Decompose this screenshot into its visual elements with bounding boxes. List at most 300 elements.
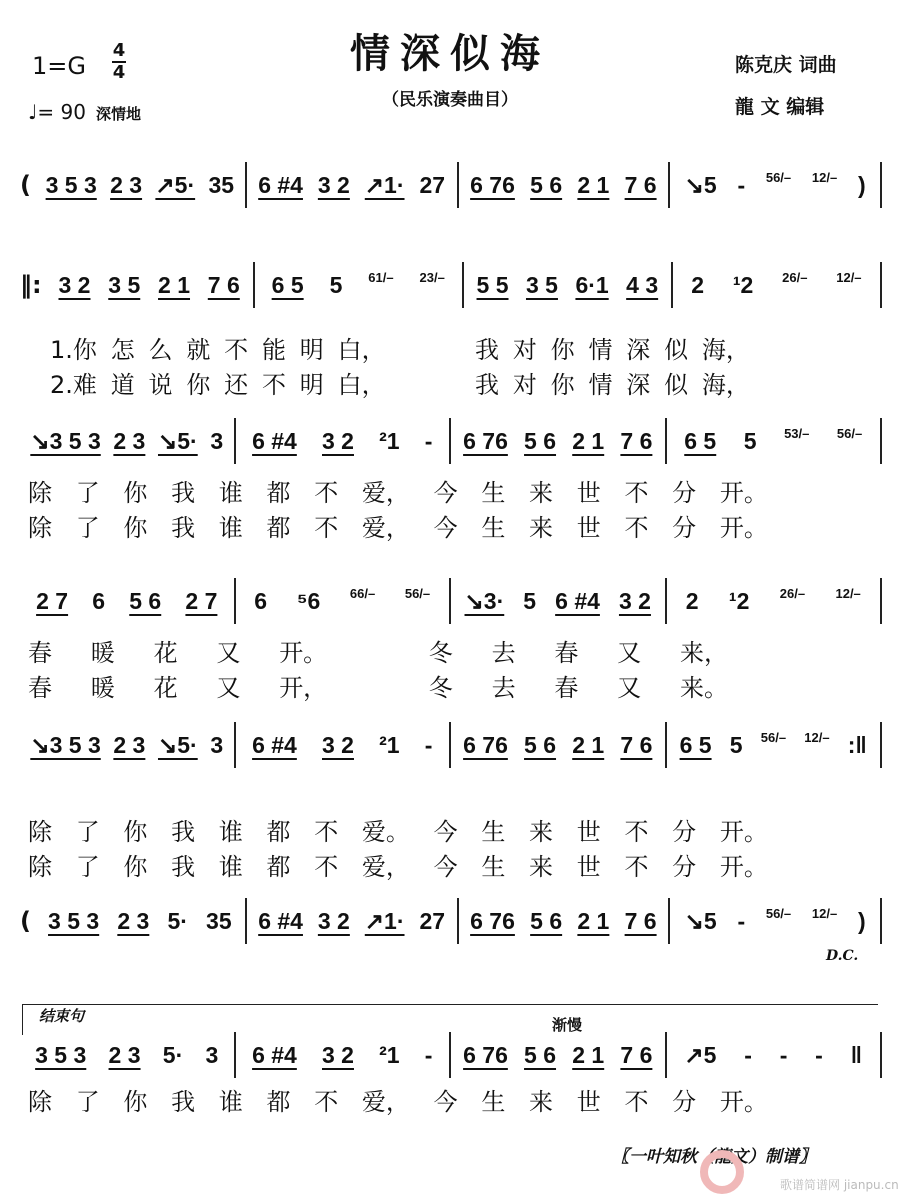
tempo-value: ♩= 90	[28, 100, 86, 124]
lyric-syllable: 生	[481, 1088, 506, 1116]
note: ↗1·	[364, 171, 405, 198]
note: ²1	[379, 1041, 400, 1068]
lyric-syllable: 又	[617, 674, 642, 702]
lyric-syllable: 还	[224, 371, 249, 399]
tempo	[28, 100, 141, 124]
lyric-syllable: 都	[266, 479, 291, 507]
lyric-syllable: 我	[171, 1088, 196, 1116]
note: 2	[685, 587, 699, 614]
lyric-syllable: 除	[28, 514, 52, 542]
lyric-syllable: 暖	[90, 639, 115, 667]
measure	[667, 1032, 883, 1078]
note: 2 1	[158, 271, 191, 298]
lyric-line	[28, 1082, 768, 1117]
note: 3 5	[108, 271, 141, 298]
note: 3 2	[322, 731, 354, 758]
note: 6 #4	[555, 587, 600, 614]
note: 5	[523, 587, 537, 614]
lyric-syllable: 今	[433, 479, 458, 507]
lyric-syllable: 不	[314, 818, 339, 846]
lyric-syllable: 来。	[679, 674, 728, 702]
lyric-line	[28, 633, 728, 668]
lyric-syllable: 你	[123, 818, 148, 846]
lyric-syllable: 去	[491, 639, 516, 667]
ritardando-mark: 渐慢	[552, 1016, 583, 1034]
lyric-syllable: 明	[299, 336, 324, 364]
measure	[236, 1032, 452, 1078]
lyric-syllable: 不	[624, 1088, 649, 1116]
lyric-syllable: 生	[481, 818, 506, 846]
lyric-syllable: 世	[576, 1088, 601, 1116]
composer: 陈克庆 词曲	[735, 54, 837, 76]
grace-fraction: 56/–	[836, 425, 863, 441]
time-signature	[112, 42, 126, 82]
grace-fraction: 66/–	[349, 585, 376, 601]
note: 7 6	[620, 1041, 653, 1068]
lyric-syllable: 花	[153, 639, 178, 667]
lyric-syllable: 分	[672, 1088, 697, 1116]
lyric-syllable: 开。	[719, 1088, 768, 1116]
note: 5 6	[530, 907, 563, 934]
lyric-syllable: 来，	[679, 639, 728, 667]
note: 5·	[162, 1041, 184, 1068]
lyric-syllable	[366, 633, 390, 668]
measure	[236, 578, 452, 624]
note: ¹2	[728, 587, 750, 614]
note: 5	[743, 427, 757, 454]
song-title: 情深似海	[350, 31, 550, 77]
note: 6 76	[463, 1041, 508, 1068]
lyric-syllable: 分	[672, 818, 697, 846]
note: 6 #4	[258, 171, 303, 198]
lyric-syllable: 来	[529, 818, 554, 846]
note: 2 3	[113, 427, 146, 454]
note: 3 5 3	[48, 907, 100, 934]
lyric-syllable: 情	[588, 371, 613, 399]
measure	[667, 418, 883, 464]
note: 5	[729, 731, 743, 758]
lyric-syllable: 爱，	[361, 1088, 410, 1116]
lyric-syllable: 谁	[218, 1088, 243, 1116]
lyric-syllable: 深	[626, 336, 651, 364]
lyric-syllable: 都	[266, 818, 291, 846]
note: ↘5	[684, 907, 717, 934]
note: 7 6	[620, 427, 653, 454]
note: 2 7	[36, 587, 69, 614]
note: 5 5	[476, 271, 509, 298]
lyric-syllable: 分	[672, 514, 697, 542]
measure	[35, 898, 247, 944]
lyric-line	[28, 812, 768, 847]
measure	[20, 722, 236, 768]
note: 27	[419, 907, 446, 934]
subtitle: （民乐演奏曲目）	[382, 90, 518, 110]
grace-fraction: 23/–	[419, 269, 445, 285]
lyric-syllable: 谁	[218, 818, 243, 846]
music-system	[20, 418, 882, 464]
grace-fraction: 26/–	[782, 269, 808, 285]
note: 6·1	[575, 271, 609, 298]
note: )	[857, 171, 866, 198]
lyric-syllable: 不	[624, 479, 649, 507]
lyric-syllable: 分	[672, 479, 697, 507]
measure	[247, 162, 459, 208]
note: ²1	[379, 427, 400, 454]
time-top: 4	[112, 40, 126, 61]
grace-fraction: 56/–	[765, 905, 792, 921]
lyric-syllable: 都	[266, 1088, 291, 1116]
note: ↘3 5 3	[30, 427, 101, 454]
note: 27	[419, 171, 446, 198]
lyric-syllable: 你	[186, 371, 211, 399]
lyric-syllable: 道	[110, 371, 135, 399]
measure	[255, 262, 464, 308]
note: 2 3	[113, 731, 146, 758]
lyric-syllable: 暖	[90, 674, 115, 702]
note: 2	[691, 271, 705, 298]
note: 6 #4	[252, 1041, 297, 1068]
note: 6 5	[679, 731, 712, 758]
grace-fraction: 56/–	[760, 729, 787, 745]
lyric-syllable: 谁	[218, 514, 243, 542]
grace-fraction: 26/–	[779, 585, 806, 601]
note: 5·	[167, 907, 188, 934]
opening-mark: ‖:	[20, 271, 42, 299]
note: 2 3	[117, 907, 150, 934]
lyric-syllable: 今	[433, 853, 458, 881]
ending-label: 结束句	[39, 1007, 85, 1025]
lyric-syllable: 除	[28, 1088, 52, 1116]
note: 3 2	[317, 171, 350, 198]
lyric-syllable: 去	[491, 674, 516, 702]
note: 35	[208, 171, 235, 198]
lyric-syllable: 你	[123, 1088, 148, 1116]
lyric-syllable: 世	[576, 514, 601, 542]
lyric-syllable	[437, 365, 461, 400]
note: ↗5·	[155, 171, 196, 198]
note: ⁵6	[296, 587, 321, 614]
note: 7 6	[620, 731, 653, 758]
measure	[20, 1032, 236, 1078]
lyric-syllable: 世	[576, 479, 601, 507]
note: 5 6	[129, 587, 162, 614]
note: 6 5	[271, 271, 304, 298]
note: 2 1	[577, 907, 610, 934]
note: 3 5 3	[45, 171, 97, 198]
measure	[667, 722, 883, 768]
lyric-syllable: 今	[433, 514, 458, 542]
lyric-syllable: 你	[550, 336, 575, 364]
note: ↗1·	[364, 907, 405, 934]
note: 3 2	[618, 587, 651, 614]
note: 3 5 3	[35, 1041, 87, 1068]
ending-bracket	[22, 1004, 878, 1035]
lyric-syllable: 白，	[337, 336, 386, 364]
lyric-syllable: 白，	[337, 371, 386, 399]
note: 6 76	[463, 427, 508, 454]
lyric-syllable: 不	[314, 1088, 339, 1116]
lyric-syllable: 对	[512, 371, 537, 399]
note: 6	[92, 587, 106, 614]
lyric-syllable: 爱。	[361, 818, 410, 846]
lyric-syllable: 不	[624, 514, 649, 542]
note: 6 5	[684, 427, 717, 454]
note: 5 6	[530, 171, 563, 198]
note: 3	[210, 427, 224, 454]
lyric-syllable: 来	[529, 1088, 554, 1116]
measure	[20, 418, 236, 464]
lyric-syllable: 海，	[701, 371, 750, 399]
lyric-syllable: 爱，	[361, 479, 410, 507]
lyric-syllable: 我	[171, 479, 196, 507]
lyric-syllable: 不	[314, 479, 339, 507]
key-signature: 1=G	[32, 52, 86, 80]
lyric-syllable: 了	[75, 514, 100, 542]
note: ↘5·	[157, 731, 198, 758]
lyric-syllable: 花	[153, 674, 178, 702]
lyric-syllable: 你	[123, 514, 148, 542]
lyric-line	[28, 668, 728, 703]
lyric-syllable: 春	[28, 639, 52, 667]
lyric-syllable: 了	[75, 1088, 100, 1116]
grace-fraction: 12/–	[835, 585, 861, 601]
lyric-syllable: 世	[576, 853, 601, 881]
measure	[451, 1032, 667, 1078]
lyric-syllable: 爱，	[361, 514, 410, 542]
lyric-syllable: 了	[75, 818, 100, 846]
note: 7 6	[624, 907, 657, 934]
lyric-syllable	[399, 330, 423, 365]
note: 6 #4	[252, 427, 297, 454]
lyric-syllable: 能	[261, 336, 286, 364]
lyric-syllable: 开。	[719, 853, 768, 881]
lyric-syllable: 就	[186, 336, 211, 364]
note: ↘3·	[464, 587, 505, 614]
lyric-syllable: 明	[299, 371, 324, 399]
grace-fraction: 61/–	[368, 269, 394, 285]
lyric-syllable: 春	[28, 674, 52, 702]
note: 7 6	[207, 271, 240, 298]
lyric-syllable: 来	[529, 479, 554, 507]
note: 5	[329, 271, 343, 298]
lyric-syllable: 冬	[428, 674, 453, 702]
lyric-syllable: 都	[266, 853, 291, 881]
lyric-syllable: 怎	[110, 336, 135, 364]
lyric-syllable: 春	[554, 674, 579, 702]
music-system	[20, 898, 882, 944]
lyric-line	[50, 365, 750, 400]
note: 3 2	[58, 271, 91, 298]
note: 5 6	[524, 731, 557, 758]
note: ↘3 5 3	[30, 731, 101, 758]
lyric-line	[28, 473, 768, 508]
lyric-syllable: 你	[550, 371, 575, 399]
lyric-syllable: 不	[224, 336, 249, 364]
lyric-syllable: 开。	[719, 514, 768, 542]
watermark: 歌谱简谱网 jianpu.cn	[780, 1178, 899, 1192]
note: 2 1	[572, 1041, 605, 1068]
lyric-syllable	[366, 668, 390, 703]
measure	[236, 418, 452, 464]
note: -	[424, 427, 433, 454]
time-bottom: 4	[112, 62, 126, 83]
dc-mark: D.C.	[826, 948, 859, 964]
note: :‖	[847, 731, 867, 758]
note: 2 1	[577, 171, 610, 198]
lyric-syllable: 又	[216, 639, 241, 667]
measure	[673, 262, 882, 308]
note: ‖	[850, 1041, 863, 1068]
note: ↗5	[684, 1041, 717, 1068]
grace-fraction: 12/–	[811, 169, 838, 185]
note: 6 #4	[258, 907, 303, 934]
measure	[35, 162, 247, 208]
music-system	[20, 162, 882, 208]
measure	[670, 162, 882, 208]
lyric-syllable: 我	[475, 371, 500, 399]
lyric-syllable: 爱，	[361, 853, 410, 881]
music-system	[20, 578, 882, 624]
grace-fraction: 12/–	[804, 729, 830, 745]
lyric-syllable: 不	[261, 371, 286, 399]
lyric-syllable: 似	[664, 336, 689, 364]
note: 3 2	[317, 907, 350, 934]
lyric-syllable: 又	[216, 674, 241, 702]
lyric-syllable: 我	[171, 853, 196, 881]
lyric-syllable: 冬	[428, 639, 453, 667]
note: ²1	[379, 731, 400, 758]
grace-fraction: 56/–	[765, 169, 792, 185]
lyric-syllable: 除	[28, 853, 52, 881]
lyric-syllable: 来	[529, 514, 554, 542]
lyric-syllable: 春	[554, 639, 579, 667]
note: -	[737, 171, 746, 198]
measure	[464, 262, 673, 308]
lyric-syllable: 了	[75, 479, 100, 507]
note: -	[424, 1041, 433, 1068]
lyric-syllable: 今	[433, 818, 458, 846]
note: ¹2	[732, 271, 754, 298]
note: 2 1	[572, 427, 605, 454]
lyric-syllable: 对	[512, 336, 537, 364]
grace-fraction: 53/–	[784, 425, 810, 441]
lyric-syllable: 你	[123, 479, 148, 507]
lyric-syllable: 2.难	[50, 371, 97, 399]
lyric-syllable: 情	[588, 336, 613, 364]
note: 6 76	[470, 907, 515, 934]
lyric-syllable: 不	[314, 853, 339, 881]
lyric-syllable: 我	[171, 818, 196, 846]
lyric-syllable: 了	[75, 853, 100, 881]
grace-fraction: 56/–	[404, 585, 431, 601]
note: 3 2	[322, 427, 354, 454]
lyric-syllable: 不	[624, 818, 649, 846]
note: 6 76	[463, 731, 508, 758]
lyric-syllable: 你	[123, 853, 148, 881]
lyric-syllable: 开。	[279, 639, 328, 667]
measure	[451, 418, 667, 464]
note: 5 6	[524, 427, 557, 454]
measure	[20, 578, 236, 624]
expression: 深情地	[96, 105, 142, 123]
lyric-line	[28, 508, 768, 543]
lyric-syllable: 么	[148, 336, 173, 364]
lyric-syllable: 生	[481, 853, 506, 881]
lyric-syllable: 海，	[701, 336, 750, 364]
lyric-syllable: 不	[624, 853, 649, 881]
lyric-syllable: 谁	[218, 479, 243, 507]
lyric-syllable: 我	[475, 336, 500, 364]
note: 2 3	[108, 1041, 141, 1068]
grace-fraction: 12/–	[811, 905, 838, 921]
note: ↘5	[684, 171, 717, 198]
credit: 〖一叶知秋（龍文）制谱〗	[612, 1147, 816, 1167]
note: 6	[254, 587, 268, 614]
opening-mark: (	[20, 907, 31, 935]
note: 3	[205, 1041, 219, 1068]
measure	[667, 578, 883, 624]
lyric-syllable: 又	[617, 639, 642, 667]
music-system	[20, 1032, 882, 1078]
measure	[451, 578, 667, 624]
note: 3 2	[322, 1041, 354, 1068]
measure	[670, 898, 882, 944]
editor: 龍 文 编辑	[735, 96, 825, 118]
lyric-syllable: 似	[664, 371, 689, 399]
measure	[459, 162, 671, 208]
note: -	[424, 731, 433, 758]
note: 4 3	[626, 271, 659, 298]
lyric-syllable: 今	[433, 1088, 458, 1116]
music-system	[20, 722, 882, 768]
lyric-syllable: 1.你	[50, 336, 97, 364]
note: 2 3	[110, 171, 143, 198]
lyric-line	[50, 330, 750, 365]
lyric-syllable: 除	[28, 479, 52, 507]
lyric-syllable: 开。	[719, 479, 768, 507]
lyric-syllable: 都	[266, 514, 291, 542]
note: 5 6	[524, 1041, 557, 1068]
note: -	[815, 1041, 823, 1068]
lyric-syllable	[437, 330, 461, 365]
note: -	[779, 1041, 788, 1068]
music-system	[20, 262, 882, 308]
note: -	[744, 1041, 752, 1068]
note: 6 76	[470, 171, 515, 198]
lyric-syllable: 生	[481, 514, 506, 542]
note: 35	[206, 907, 232, 934]
watermark-logo	[700, 1150, 744, 1194]
note: 3	[210, 731, 224, 758]
lyric-syllable: 我	[171, 514, 196, 542]
lyric-syllable: 除	[28, 818, 52, 846]
lyric-syllable: 谁	[218, 853, 243, 881]
lyric-line	[28, 847, 768, 882]
note: 2 1	[572, 731, 605, 758]
measure	[451, 722, 667, 768]
measure	[236, 722, 452, 768]
measure	[46, 262, 255, 308]
lyric-syllable: 开。	[719, 818, 768, 846]
opening-mark: (	[20, 171, 31, 199]
lyric-syllable: 说	[148, 371, 173, 399]
note: 3 5	[525, 271, 558, 298]
lyric-syllable	[399, 365, 423, 400]
grace-fraction: 12/–	[836, 269, 862, 285]
measure	[459, 898, 671, 944]
note: 2 7	[185, 587, 218, 614]
note: ↘5·	[157, 427, 198, 454]
